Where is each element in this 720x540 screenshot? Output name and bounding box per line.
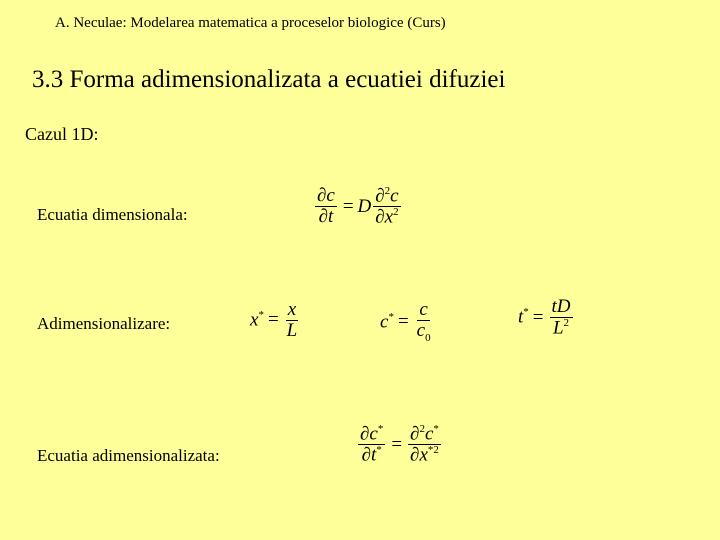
diffusion-coefficient: D — [357, 195, 372, 217]
slide-header: A. Neculae: Modelarea matematica a proceselor biologice (Curs) — [55, 15, 446, 31]
c-star-definition: c* = $\frac{c}{c_0}$ — [380, 299, 431, 344]
dimensional-equation-label: Ecuatia dimensionala: — [37, 205, 188, 224]
nondimensional-equation-label: Ecuatia adimensionalizata: — [37, 446, 220, 465]
case-label: Cazul 1D: — [25, 124, 99, 144]
t-star-definition: t* = $\frac{tD}{L^2}$ — [518, 296, 571, 339]
nondimensional-equation: $\frac{\partial c^*}{\partial t^*}$ = $\frac{\partial^2c^*}{\partial x^{*2}}$ — [360, 423, 439, 466]
dimensional-equation — [313, 186, 403, 228]
d2c-dx2-fraction: $\frac{\partial^2c}{\partial x^2}$ — [375, 185, 399, 228]
nondimensionalization-label: Adimensionalizare: — [37, 314, 171, 333]
dc-dt-fraction: $\frac{\partial c}{\partial t}$ — [317, 185, 335, 228]
slide-title: 3.3 Forma adimensionalizata a ecuatiei difuziei — [32, 66, 506, 93]
x-star-definition: x* = $\frac{x}{L}$ — [250, 299, 298, 341]
equals-sign: = — [342, 195, 354, 217]
